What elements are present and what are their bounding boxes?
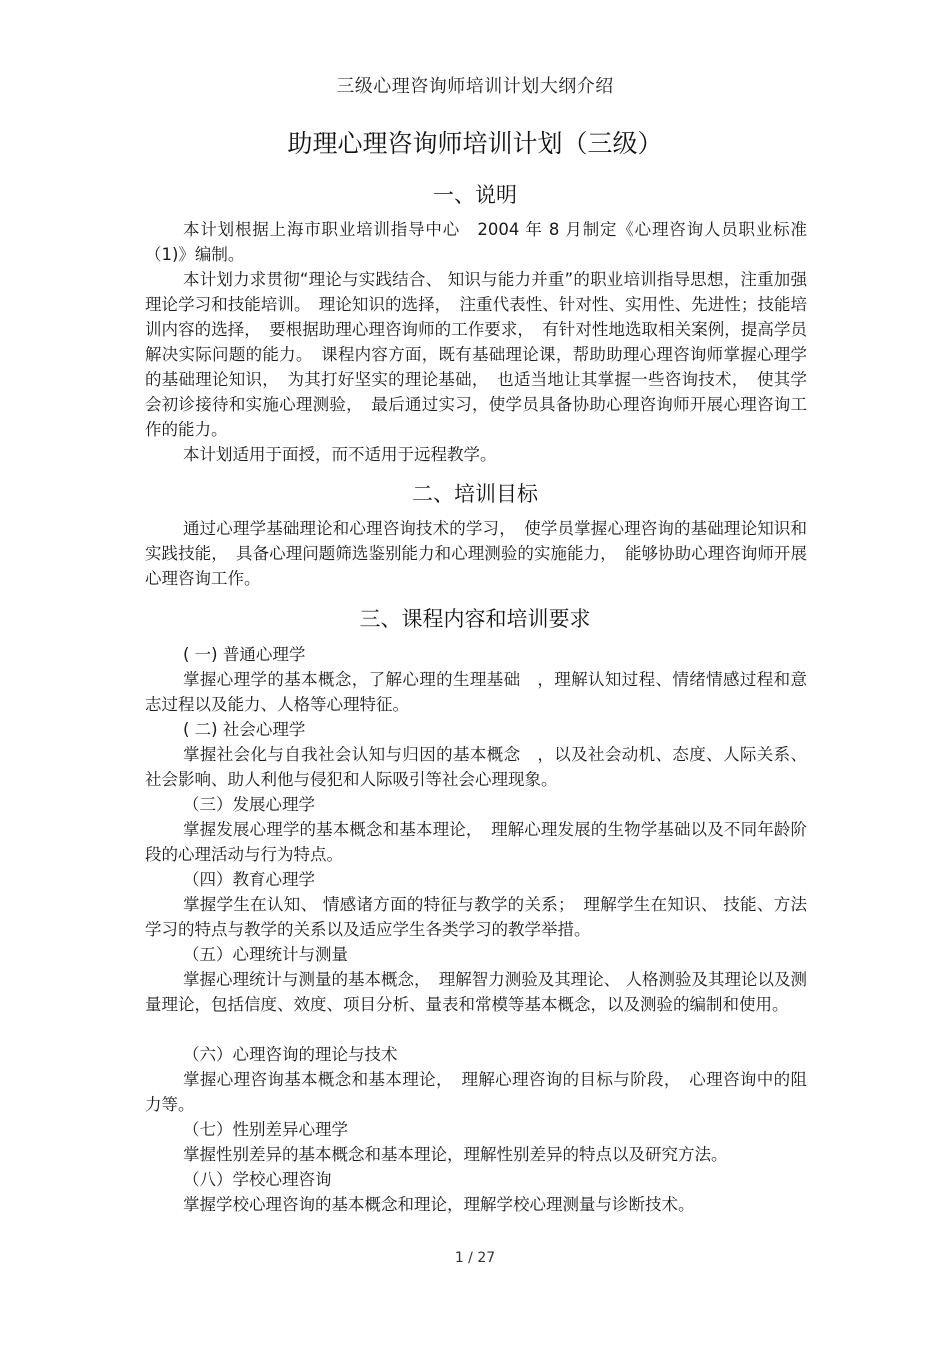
paragraph-applicability: 本计划适用于面授，而不适用于远程教学。 — [183, 445, 497, 464]
section-heading-explanation: 一、说明 — [433, 183, 517, 207]
paragraph-basis: 本计划根据上海市职业培训指导中心 2004 年 8 月制定《心理咨询人员职业标准（1)》编制。 — [145, 220, 807, 264]
course-title-developmental-psychology: （三）发展心理学 — [183, 795, 315, 814]
course-title-social-psychology: ( 二) 社会心理学 — [183, 720, 306, 739]
course-title-school-counseling: （八）学校心理咨询 — [183, 1170, 332, 1189]
course-title-gender-differences: （七）性别差异心理学 — [183, 1120, 348, 1139]
course-text-social-psychology: 掌握社会化与自我社会认知与归因的基本概念 ，以及社会动机、态度、人际关系、社会影响、助人利他与侵犯和人际吸引等社会心理现象。 — [145, 745, 807, 789]
course-text-counseling-theory: 掌握心理咨询基本概念和基本理论， 理解心理咨询的目标与阶段， 心理咨询中的阻力等。 — [145, 1070, 807, 1114]
course-title-educational-psychology: （四）教育心理学 — [183, 870, 315, 889]
page-number: 1 / 27 — [454, 1250, 496, 1266]
paragraph-principles: 本计划力求贯彻“理论与实践结合、 知识与能力并重”的职业培训指导思想，注重加强理论学习和技能培训。 理论知识的选择， 注重代表性、针对性、实用性、先进性；技能培训内容的选择， 要根据助理心理咨询师的工作要求， 有针对性地选取相关案例，提高学员解决实际问题的能力。 课程内容方面，既有基础理论课，帮助助理心理咨询师掌握心理学的基础理论知识， 为其打好坚实的理论基础， 也适当地让其掌握一些咨询技术， 使其学会初诊接待和实施心理测验， 最后通过实习，使学员具备协助心理咨询师开展心理咨询工作的能力。 — [145, 270, 807, 439]
course-title-general-psychology: ( 一) 普通心理学 — [183, 645, 306, 664]
paragraph-training-goals: 通过心理学基础理论和心理咨询技术的学习， 使学员掌握心理咨询的基础理论知识和实践技能， 具备心理问题筛选鉴别能力和心理测验的实施能力， 能够协助心理咨询师开展心理咨询工作。 — [145, 519, 807, 588]
course-text-statistics-measurement: 掌握心理统计与测量的基本概念， 理解智力测验及其理论、 人格测验及其理论以及测量理论，包括信度、效度、项目分析、量表和常模等基本概念，以及测验的编制和使用。 — [145, 970, 807, 1014]
document-header-title: 三级心理咨询师培训计划大纲介绍 — [336, 76, 614, 97]
course-text-gender-differences: 掌握性别差异的基本概念和基本理论，理解性别差异的特点以及研究方法。 — [183, 1145, 728, 1164]
course-title-counseling-theory: （六）心理咨询的理论与技术 — [183, 1045, 398, 1064]
course-text-educational-psychology: 掌握学生在认知、 情感诸方面的特征与教学的关系； 理解学生在知识、 技能、方法学习的特点与教学的关系以及适应学生各类学习的教学举措。 — [145, 895, 807, 939]
main-title: 助理心理咨询师培训计划（三级） — [287, 129, 663, 158]
section-heading-course-content: 三、课程内容和培训要求 — [359, 607, 591, 631]
course-text-general-psychology: 掌握心理学的基本概念，了解心理的生理基础 ，理解认知过程、情绪情感过程和意志过程以及能力、人格等心理特征。 — [145, 670, 807, 714]
course-title-statistics-measurement: （五）心理统计与测量 — [183, 945, 348, 964]
section-heading-training-goals: 二、培训目标 — [412, 482, 538, 506]
course-text-school-counseling: 掌握学校心理咨询的基本概念和理论，理解学校心理测量与诊断技术。 — [183, 1195, 695, 1214]
course-text-developmental-psychology: 掌握发展心理学的基本概念和基本理论， 理解心理发展的生物学基础以及不同年龄阶段的心理活动与行为特点。 — [145, 820, 807, 864]
